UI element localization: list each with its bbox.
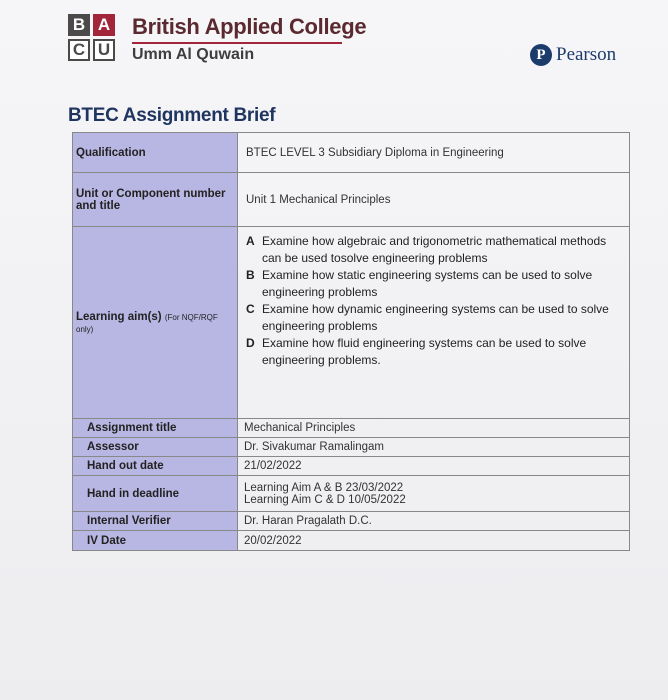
learning-aims-label-note: (For NQF/RQF only)	[76, 312, 218, 334]
qualification-value: BTEC LEVEL 3 Subsidiary Diploma in Engineering	[246, 146, 504, 159]
learning-aim-letter: C	[246, 302, 255, 316]
learning-aim-letter: D	[246, 336, 255, 350]
learning-aim-text: Examine how algebraic and trigonometric mathematical methods can be used tosolve engineering problems	[262, 234, 607, 265]
logo-letter-c: C	[68, 39, 90, 61]
hand-in-line-1: Learning Aim A & B 23/03/2022	[244, 481, 404, 494]
internal-verifier-value: Dr. Haran Pragalath D.C.	[244, 515, 372, 527]
learning-aims-label: Learning aim(s)	[76, 310, 162, 323]
unit-value: Unit 1 Mechanical Principles	[246, 193, 391, 206]
table-row-assignment-title	[73, 419, 629, 438]
learning-aim-letter: A	[246, 234, 255, 248]
table-row-qualification	[73, 133, 629, 173]
learning-aim-text: Examine how fluid engineering systems can be used to solve engineering problems.	[262, 336, 587, 367]
logo-letter-u: U	[93, 39, 115, 61]
assignment-title-value: Mechanical Principles	[244, 422, 356, 434]
learning-aim-item	[246, 335, 619, 369]
table-row-hand-out	[73, 457, 629, 476]
hand-out-value: 21/02/2022	[244, 460, 302, 472]
pearson-wordmark: Pearson	[556, 44, 617, 65]
college-campus: Umm Al Quwain	[132, 46, 255, 63]
learning-aim-text: Examine how static engineering systems can be used to solve engineering problems	[262, 268, 593, 299]
college-logo	[68, 14, 115, 61]
table-row-hand-in	[73, 476, 629, 512]
assignment-details	[73, 419, 629, 550]
assessor-label: Assessor	[73, 438, 238, 456]
table-row-unit	[73, 173, 629, 227]
hand-in-label: Hand in deadline	[73, 476, 238, 511]
pearson-icon: P	[530, 44, 552, 66]
assessor-value: Dr. Sivakumar Ramalingam	[244, 441, 384, 453]
table-row-iv-date	[73, 531, 629, 550]
assignment-title-label: Assignment title	[73, 419, 238, 437]
learning-aim-item	[246, 301, 619, 335]
unit-label: Unit or Component number and title	[73, 173, 238, 226]
hand-in-value	[238, 476, 629, 511]
learning-aims-label-cell	[73, 227, 238, 418]
logo-letter-a: A	[93, 14, 115, 36]
iv-date-label: IV Date	[73, 531, 238, 550]
learning-aim-letter: B	[246, 268, 255, 282]
hand-in-line-2: Learning Aim C & D 10/05/2022	[244, 493, 406, 506]
table-row-learning-aims	[73, 227, 629, 419]
learning-aims-list	[238, 227, 629, 418]
qualification-label: Qualification	[73, 133, 238, 172]
learning-aim-item	[246, 267, 619, 301]
table-row-internal-verifier	[73, 512, 629, 531]
table-row-assessor	[73, 438, 629, 457]
college-name-underline	[132, 42, 342, 44]
college-name: British Applied College	[132, 14, 367, 39]
assignment-brief-table	[72, 132, 630, 551]
hand-out-label: Hand out date	[73, 457, 238, 475]
learning-aim-text: Examine how dynamic engineering systems can be used to solve engineering problems	[262, 302, 609, 333]
learning-aim-item	[246, 233, 619, 267]
logo-letter-b: B	[68, 14, 90, 36]
page-title: BTEC Assignment Brief	[68, 105, 276, 126]
pearson-logo	[530, 44, 616, 66]
internal-verifier-label: Internal Verifier	[73, 512, 238, 530]
iv-date-value: 20/02/2022	[244, 534, 302, 547]
